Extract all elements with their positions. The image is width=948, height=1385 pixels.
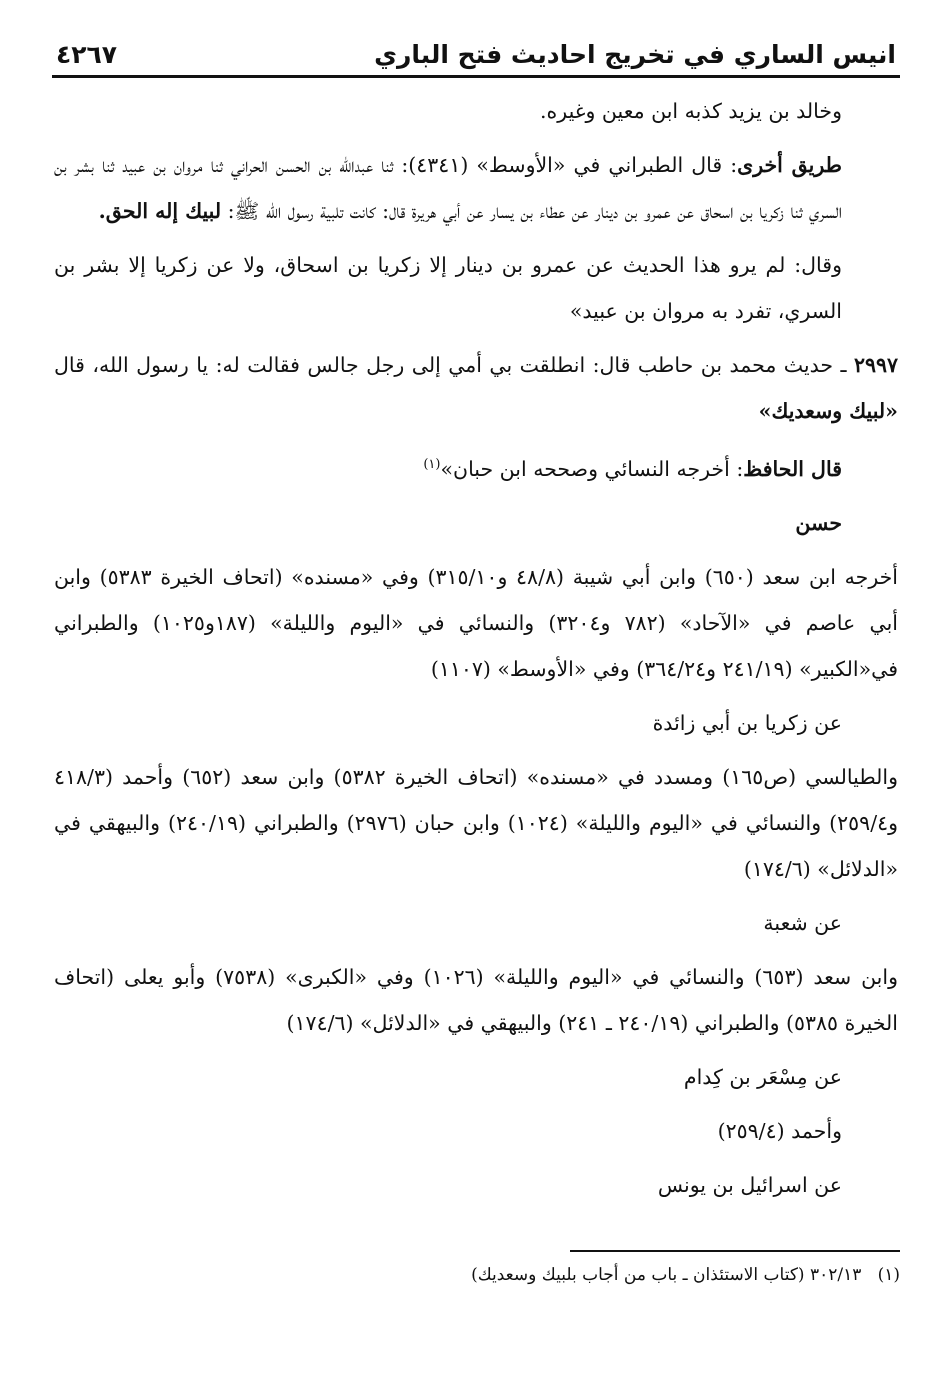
hadith-text: ـ حديث محمد بن حاطب قال: انطلقت بي أمي إلى رجل جالس فقالت له: يا رسول الله، قال [54, 353, 854, 377]
paragraph-text: عن مِسْعَر بن كِدام [683, 1064, 842, 1089]
hadith-entry [54, 342, 898, 434]
paragraph-text: أخرجه ابن سعد (٦٥٠) وابن أبي شيبة (٤٨/٨ و٣١٥/١٠) وفي «مسنده» (اتحاف الخيرة ٥٣٨٣) وابن أبي عاصم في «الآحاد» (٧٨٢ و٣٢٠٤) والنسائي في «اليوم والليلة» (١٨٧و١٠٢٥) والطبراني في«الكبير» (٢٤١/١٩ و٣٦٤/٢٤) وفي «الأوسط» (١١٠٧) [54, 564, 899, 681]
section-label: طريق أخرى [737, 153, 842, 177]
paragraph-takhrij-1 [54, 554, 898, 692]
book-page [52, 32, 900, 1362]
book-title: انيس الساري في تخريج احاديث فتح الباري [374, 40, 896, 69]
paragraph-text: وأحمد (٢٥٩/٤) [717, 1118, 842, 1143]
narrator-line [54, 1054, 898, 1100]
page-body [52, 78, 900, 1208]
narrator-line [54, 700, 898, 746]
footnote [52, 1260, 900, 1290]
paragraph-tabarani-comment [54, 242, 898, 334]
section-label: قال الحافظ [743, 456, 842, 481]
paragraph-text: عن زكريا بن أبي زائدة [652, 710, 842, 735]
paragraph-takhrij-3 [54, 954, 898, 1046]
footnote-divider [570, 1250, 900, 1252]
page-number: ٤٢٦٧ [56, 40, 118, 69]
running-header [52, 32, 900, 78]
grading-label: حسن [795, 510, 842, 535]
paragraph-text: عن اسرائيل بن يونس [657, 1172, 842, 1197]
grading-heading [54, 500, 898, 546]
paragraph-hafiz [54, 442, 898, 492]
footnote-ref: (١) [423, 457, 441, 472]
paragraph-khalid [54, 88, 898, 134]
paragraph-text: وخالد بن يزيد كذبه ابن معين وغيره. [540, 99, 842, 123]
paragraph-text: : قال الطبراني في «الأوسط» (٤٣٤١): ثنا عبدالله بن الحسن الحراني ثنا مروان بن عبيد ثنا بشر بن السري ثنا زكريا بن اسحاق عن عمرو بن دينار عن عطاء بن يسار عن أبي هريرة قال: كانت تلبية رسول الله ﷺ: [54, 153, 842, 223]
narrator-line [54, 1162, 898, 1208]
paragraph-text: وقال: لم يرو هذا الحديث عن عمرو بن دينار إلا زكريا بن اسحاق، ولا عن زكريا إلا بشر بن السري، تفرد به مروان بن عبيد» [54, 253, 842, 323]
hadith-number: ٢٩٩٧ [853, 353, 898, 377]
paragraph-text: : أخرجه النسائي وصححه ابن حبان» [440, 456, 744, 481]
bold-quote: لبيك إله الحق. [98, 199, 222, 223]
footnote-number: (١) [877, 1265, 900, 1285]
paragraph-takhrij-2 [54, 754, 898, 892]
paragraph-takhrij-4 [54, 1108, 898, 1154]
paragraph-text: وابن سعد (٦٥٣) والنسائي في «اليوم والليلة» (١٠٢٦) وفي «الكبرى» (٧٥٣٨) وأبو يعلى (اتحاف الخيرة ٥٣٨٥) والطبراني (٢٤٠/١٩ ـ ٢٤١) والبيهقي في «الدلائل» (١٧٤/٦) [54, 964, 898, 1035]
paragraph-another-route [54, 142, 898, 234]
paragraph-text: والطيالسي (ص١٦٥) ومسدد في «مسنده» (اتحاف الخيرة ٥٣٨٢) وابن سعد (٦٥٢) وأحمد (٤١٨/٣ و٢٥٩/٤) والنسائي في «اليوم والليلة» (١٠٢٤) وابن حبان (٢٩٧٦) والطبراني (٢٤٠/١٩) والبيهقي في «الدلائل» (١٧٤/٦) [54, 764, 899, 881]
footnote-text: ٣٠٢/١٣ (كتاب الاستئذان ـ باب من أجاب بلبيك وسعديك) [471, 1265, 862, 1285]
paragraph-text: عن شعبة [763, 910, 842, 935]
bold-quote: «لبيك وسعديك» [758, 399, 898, 423]
narrator-line [54, 900, 898, 946]
